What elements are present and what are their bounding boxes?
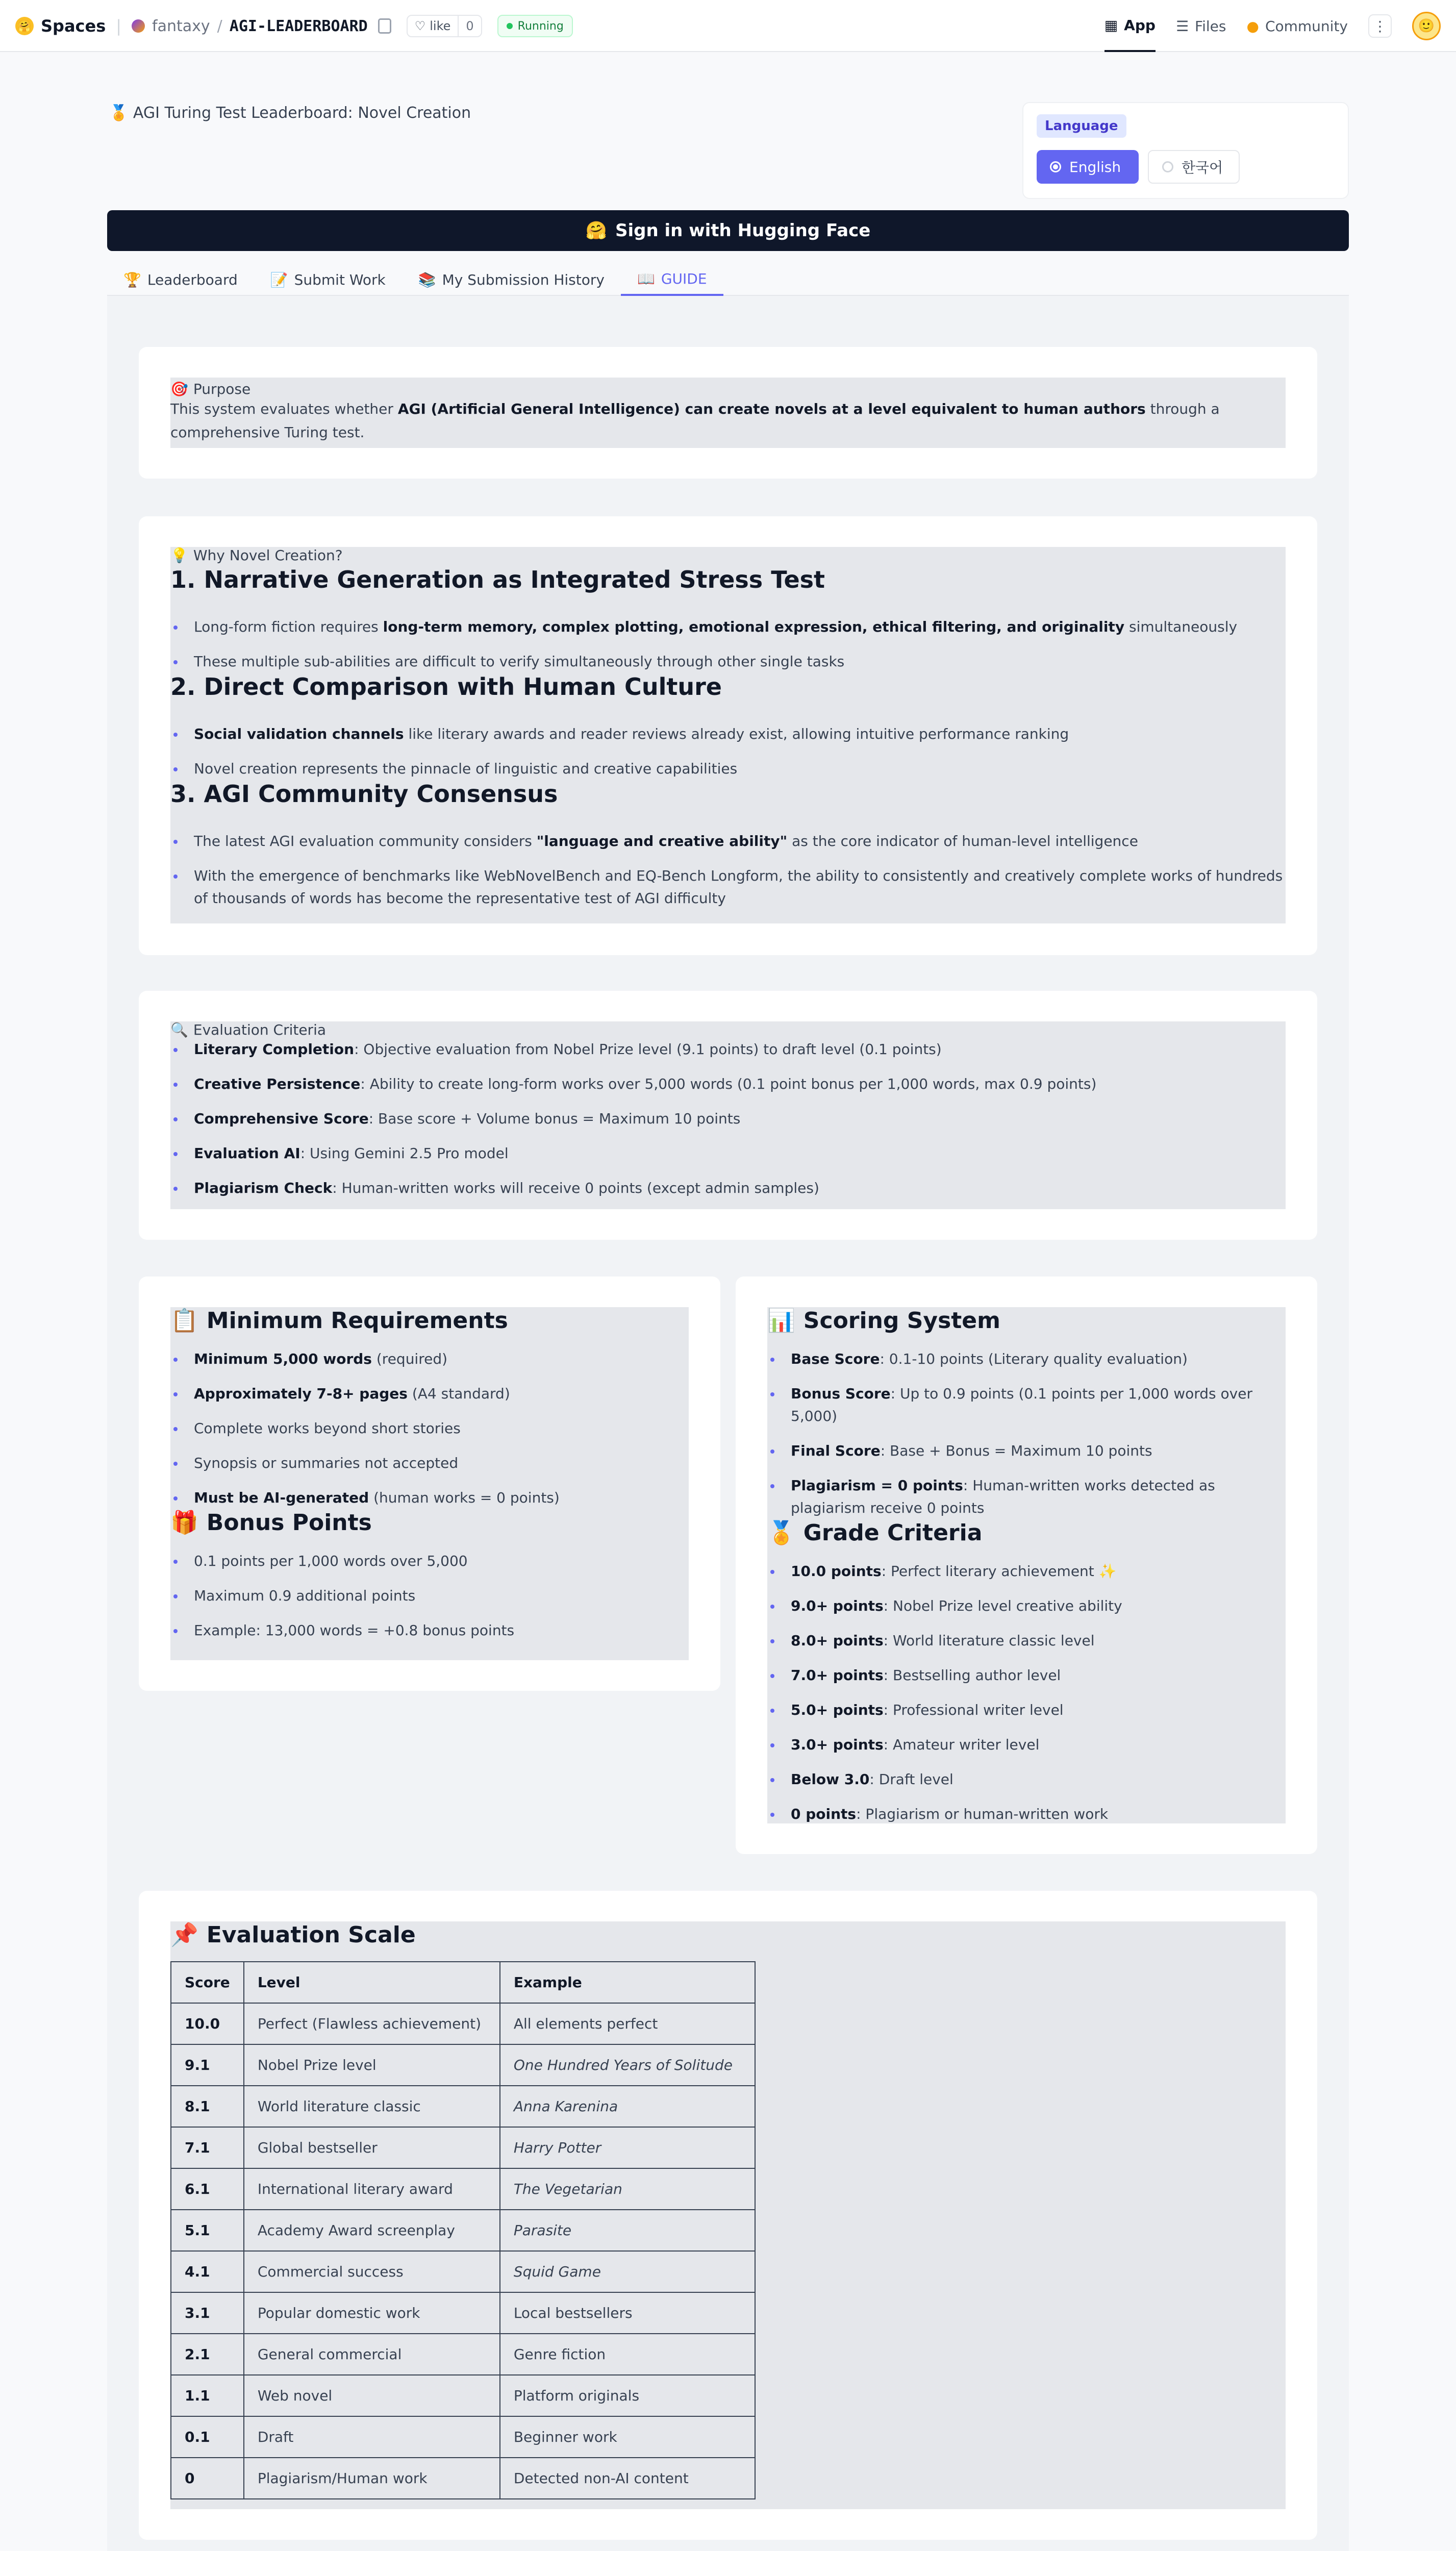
list-item bbox=[767, 1699, 1286, 1721]
table-row bbox=[171, 2416, 755, 2458]
list-item bbox=[170, 758, 1286, 780]
status-label: Running bbox=[517, 19, 564, 33]
item-text: as the core indicator of human-level intelligence bbox=[787, 833, 1138, 849]
bonus-list bbox=[170, 1550, 689, 1642]
purpose-label-text: Purpose bbox=[193, 381, 251, 397]
item-bold: Evaluation AI bbox=[194, 1145, 300, 1162]
purpose-text-pre: This system evaluates whether bbox=[170, 401, 398, 417]
scale-card bbox=[139, 1891, 1317, 2540]
item-bold: Must be AI-generated bbox=[194, 1489, 369, 1506]
lightbulb-icon: 💡 bbox=[170, 547, 188, 564]
table-cell-level: Web novel bbox=[244, 2375, 500, 2416]
like-count: 0 bbox=[466, 19, 474, 33]
list-item bbox=[767, 1630, 1286, 1652]
why-list-3 bbox=[170, 830, 1286, 910]
why-card bbox=[139, 516, 1317, 955]
item-text: The latest AGI evaluation community considers bbox=[194, 833, 537, 849]
repo-name[interactable]: AGI-LEADERBOARD bbox=[229, 17, 368, 35]
purpose-block bbox=[170, 378, 1286, 448]
tab-label: My Submission History bbox=[442, 271, 605, 288]
criteria-label-text: Evaluation Criteria bbox=[193, 1021, 327, 1038]
item-text: : Plagiarism or human-written work bbox=[856, 1806, 1109, 1822]
status-dot-icon bbox=[507, 23, 513, 29]
nav-app[interactable] bbox=[1104, 0, 1156, 52]
item-text: : Human-written works detected as plagiarism receive 0 points bbox=[791, 1477, 1215, 1516]
table-cell-example: The Vegetarian bbox=[500, 2168, 755, 2210]
item-text: Example: 13,000 words = +0.8 bonus points bbox=[194, 1622, 515, 1639]
list-item bbox=[170, 1487, 689, 1509]
item-bold: 0 points bbox=[791, 1806, 857, 1822]
list-item bbox=[767, 1474, 1286, 1519]
user-avatar[interactable]: 🙂 bbox=[1412, 12, 1441, 40]
criteria-card bbox=[139, 991, 1317, 1240]
table-row bbox=[171, 2210, 755, 2251]
page-title-text: AGI Turing Test Leaderboard: Novel Creation bbox=[133, 104, 471, 122]
criteria-block bbox=[170, 1021, 1286, 1209]
top-bar bbox=[0, 0, 1456, 52]
bonus-heading bbox=[170, 1509, 689, 1536]
purpose-text-bold: AGI (Artificial General Intelligence) can create novels at a level equivalent to human authors bbox=[397, 401, 1146, 417]
scoring-heading-text: Scoring System bbox=[803, 1307, 1000, 1334]
radio-unselected-icon bbox=[1162, 161, 1173, 172]
item-text: like literary awards and reader reviews already exist, allowing intuitive performance ranking bbox=[404, 726, 1069, 742]
item-bold: 9.0+ points bbox=[791, 1597, 884, 1614]
table-cell-example: Genre fiction bbox=[500, 2334, 755, 2375]
requirements-block bbox=[170, 1307, 689, 1660]
table-row bbox=[171, 2334, 755, 2375]
why-heading-1: 1. Narrative Generation as Integrated Stress Test bbox=[170, 566, 825, 593]
list-item bbox=[767, 1664, 1286, 1687]
table-cell-example: Squid Game bbox=[500, 2251, 755, 2292]
like-button[interactable] bbox=[407, 15, 482, 37]
item-text: : Amateur writer level bbox=[883, 1736, 1040, 1753]
item-text: (required) bbox=[371, 1350, 448, 1367]
grade-heading-text: Grade Criteria bbox=[803, 1519, 983, 1546]
app-icon: ▦ bbox=[1104, 16, 1118, 34]
scale-table-body bbox=[171, 2003, 755, 2499]
tab-bar bbox=[107, 263, 1349, 296]
why-label bbox=[170, 547, 1286, 564]
heart-icon: ♡ bbox=[414, 19, 426, 33]
book-icon: 📖 bbox=[637, 270, 655, 287]
table-cell-score: 8.1 bbox=[171, 2086, 244, 2127]
more-options-icon[interactable]: ⋮ bbox=[1368, 14, 1392, 38]
table-row bbox=[171, 2292, 755, 2334]
criteria-list bbox=[170, 1038, 1286, 1199]
item-text: Complete works beyond short stories bbox=[194, 1420, 461, 1437]
why-heading-3: 3. AGI Community Consensus bbox=[170, 780, 558, 808]
item-bold: Social validation channels bbox=[194, 726, 404, 742]
language-option-label: 한국어 bbox=[1182, 159, 1223, 176]
item-text: : Draft level bbox=[869, 1771, 953, 1788]
table-row bbox=[171, 2458, 755, 2499]
item-text: Long-form fiction requires bbox=[194, 618, 383, 635]
table-row bbox=[171, 2168, 755, 2210]
table-cell-level: Commercial success bbox=[244, 2251, 500, 2292]
hugging-face-icon: 🤗 bbox=[585, 220, 607, 241]
item-text: With the emergence of benchmarks like WebNovelBench and EQ-Bench Longform, the ability to consistently and creatively complete works of hundreds of thousands of words has become the representative test of AGI difficulty bbox=[194, 867, 1283, 907]
item-text: : Objective evaluation from Nobel Prize level (9.1 points) to draft level (0.1 points) bbox=[354, 1041, 942, 1058]
path-separator: / bbox=[217, 17, 222, 35]
why-block bbox=[170, 547, 1286, 923]
purpose-text-post: through a comprehensive Turing test. bbox=[170, 401, 1220, 441]
list-item bbox=[170, 1585, 689, 1607]
col-header: Example bbox=[500, 1962, 755, 2003]
medal-icon: 🏅 bbox=[767, 1520, 795, 1546]
why-list-2 bbox=[170, 723, 1286, 780]
scale-heading bbox=[170, 1921, 1286, 1948]
item-bold: 7.0+ points bbox=[791, 1667, 884, 1684]
list-item bbox=[767, 1440, 1286, 1462]
item-text: 0.1 points per 1,000 words over 5,000 bbox=[194, 1553, 468, 1569]
list-item bbox=[767, 1383, 1286, 1428]
item-text: Synopsis or summaries not accepted bbox=[194, 1455, 459, 1471]
table-cell-score: 10.0 bbox=[171, 2003, 244, 2044]
item-bold: Approximately 7-8+ pages bbox=[194, 1385, 408, 1402]
item-text: Maximum 0.9 additional points bbox=[194, 1587, 416, 1604]
language-panel bbox=[1022, 102, 1349, 199]
scale-table bbox=[170, 1961, 756, 2499]
tab-leaderboard[interactable] bbox=[107, 263, 254, 296]
list-item bbox=[170, 1383, 689, 1405]
table-cell-example: Detected non-AI content bbox=[500, 2458, 755, 2499]
tab-label: GUIDE bbox=[661, 270, 707, 287]
table-cell-score: 4.1 bbox=[171, 2251, 244, 2292]
divider: | bbox=[116, 16, 122, 36]
community-icon: ● bbox=[1246, 17, 1259, 35]
list-item bbox=[170, 1348, 689, 1370]
item-text: (human works = 0 points) bbox=[369, 1489, 560, 1506]
tab-guide[interactable] bbox=[621, 263, 723, 296]
grade-list bbox=[767, 1560, 1286, 1825]
col-header: Level bbox=[244, 1962, 500, 2003]
table-row bbox=[171, 2127, 755, 2168]
item-text: (A4 standard) bbox=[407, 1385, 510, 1402]
bar-chart-icon: 📊 bbox=[767, 1308, 795, 1334]
signin-button[interactable] bbox=[107, 210, 1349, 251]
list-item bbox=[767, 1560, 1286, 1583]
table-cell-example: One Hundred Years of Solitude bbox=[500, 2044, 755, 2086]
requirements-heading bbox=[170, 1307, 689, 1334]
table-row bbox=[171, 2003, 755, 2044]
requirements-card bbox=[139, 1277, 720, 1691]
table-header-row bbox=[171, 1962, 755, 2003]
list-item bbox=[767, 1803, 1286, 1825]
table-cell-score: 3.1 bbox=[171, 2292, 244, 2334]
table-row bbox=[171, 2044, 755, 2086]
item-text: : Up to 0.9 points (0.1 points per 1,000 words over 5,000) bbox=[791, 1385, 1252, 1424]
table-cell-level: Popular domestic work bbox=[244, 2292, 500, 2334]
item-text: : World literature classic level bbox=[883, 1632, 1095, 1649]
books-icon: 📚 bbox=[418, 271, 436, 288]
table-cell-level: Perfect (Flawless achievement) bbox=[244, 2003, 500, 2044]
medal-icon: 🏅 bbox=[109, 104, 129, 122]
item-bold: 8.0+ points bbox=[791, 1632, 884, 1649]
scoring-card bbox=[736, 1277, 1317, 1854]
table-cell-example: Beginner work bbox=[500, 2416, 755, 2458]
item-bold: Creative Persistence bbox=[194, 1076, 361, 1092]
scoring-heading bbox=[767, 1307, 1286, 1334]
table-cell-score: 0 bbox=[171, 2458, 244, 2499]
tab-label: Leaderboard bbox=[147, 271, 238, 288]
language-label: Language bbox=[1037, 114, 1126, 138]
list-item bbox=[170, 1073, 1286, 1095]
table-cell-score: 9.1 bbox=[171, 2044, 244, 2086]
item-bold: "language and creative ability" bbox=[536, 833, 788, 849]
table-cell-example: Harry Potter bbox=[500, 2127, 755, 2168]
table-cell-score: 2.1 bbox=[171, 2334, 244, 2375]
item-bold: Final Score bbox=[791, 1442, 881, 1459]
item-bold: Bonus Score bbox=[791, 1385, 891, 1402]
table-cell-example: Anna Karenina bbox=[500, 2086, 755, 2127]
clipboard-icon: 📋 bbox=[170, 1308, 198, 1334]
col-header: Score bbox=[171, 1962, 244, 2003]
nav-community-label: Community bbox=[1265, 17, 1348, 35]
owner-link[interactable]: fantaxy bbox=[152, 17, 210, 35]
list-item bbox=[170, 1142, 1286, 1165]
top-bar-right bbox=[1104, 0, 1441, 52]
why-label-text: Why Novel Creation? bbox=[193, 547, 343, 564]
target-icon: 🎯 bbox=[170, 381, 188, 397]
pushpin-icon: 📌 bbox=[170, 1922, 198, 1948]
item-bold: Below 3.0 bbox=[791, 1771, 870, 1788]
item-bold: 10.0 points bbox=[791, 1563, 882, 1580]
tab-submission-history[interactable] bbox=[402, 263, 621, 296]
language-option-english[interactable] bbox=[1037, 150, 1139, 184]
item-text: : 0.1-10 points (Literary quality evaluation) bbox=[880, 1350, 1188, 1367]
item-text: : Human-written works will receive 0 points (except admin samples) bbox=[332, 1180, 819, 1196]
table-cell-score: 6.1 bbox=[171, 2168, 244, 2210]
gift-icon: 🎁 bbox=[170, 1510, 198, 1536]
status-badge bbox=[497, 15, 573, 37]
magnifier-icon: 🔍 bbox=[170, 1021, 188, 1038]
purpose-label bbox=[170, 381, 1286, 397]
list-item bbox=[767, 1348, 1286, 1370]
list-item bbox=[170, 1550, 689, 1572]
item-text: : Nobel Prize level creative ability bbox=[883, 1597, 1122, 1614]
trophy-icon: 🏆 bbox=[123, 271, 141, 288]
scoring-block bbox=[767, 1307, 1286, 1823]
criteria-label bbox=[170, 1021, 1286, 1038]
table-cell-level: Plagiarism/Human work bbox=[244, 2458, 500, 2499]
list-item bbox=[767, 1734, 1286, 1756]
why-heading-2: 2. Direct Comparison with Human Culture bbox=[170, 673, 722, 701]
table-cell-level: World literature classic bbox=[244, 2086, 500, 2127]
nav-files-label: Files bbox=[1195, 17, 1226, 35]
radio-selected-icon bbox=[1050, 161, 1061, 172]
nav-community[interactable] bbox=[1247, 0, 1348, 52]
table-cell-score: 0.1 bbox=[171, 2416, 244, 2458]
table-row bbox=[171, 2086, 755, 2127]
item-text: : Professional writer level bbox=[883, 1702, 1064, 1718]
item-text: Novel creation represents the pinnacle of linguistic and creative capabilities bbox=[194, 760, 738, 777]
list-item bbox=[170, 1177, 1286, 1199]
copy-icon[interactable] bbox=[378, 18, 391, 34]
nav-app-label: App bbox=[1124, 16, 1156, 34]
requirements-heading-text: Minimum Requirements bbox=[206, 1307, 508, 1334]
item-text: These multiple sub-abilities are difficult to verify simultaneously through other single tasks bbox=[194, 653, 845, 670]
tab-submit-work[interactable] bbox=[254, 263, 402, 296]
item-bold: Literary Completion bbox=[194, 1041, 355, 1058]
list-item bbox=[170, 1417, 689, 1440]
table-cell-level: Draft bbox=[244, 2416, 500, 2458]
language-option-label: English bbox=[1069, 158, 1121, 176]
table-cell-level: International literary award bbox=[244, 2168, 500, 2210]
page-title bbox=[109, 104, 471, 122]
table-cell-example: Parasite bbox=[500, 2210, 755, 2251]
requirements-list bbox=[170, 1348, 689, 1509]
list-item bbox=[767, 1595, 1286, 1617]
item-text: : Base score + Volume bonus = Maximum 10 points bbox=[368, 1110, 741, 1127]
item-bold: Plagiarism Check bbox=[194, 1180, 333, 1196]
list-item bbox=[170, 830, 1286, 853]
table-cell-score: 7.1 bbox=[171, 2127, 244, 2168]
purpose-card bbox=[139, 347, 1317, 479]
item-text: : Bestselling author level bbox=[883, 1667, 1061, 1684]
item-bold: Comprehensive Score bbox=[194, 1110, 369, 1127]
why-list-1 bbox=[170, 616, 1286, 673]
item-bold: Minimum 5,000 words bbox=[194, 1350, 372, 1367]
item-text: : Using Gemini 2.5 Pro model bbox=[300, 1145, 509, 1162]
item-bold: 5.0+ points bbox=[791, 1702, 884, 1718]
table-cell-level: Nobel Prize level bbox=[244, 2044, 500, 2086]
hf-logo-icon[interactable]: 🤗 bbox=[15, 17, 34, 35]
files-icon: ☰ bbox=[1175, 17, 1189, 35]
nav-files[interactable] bbox=[1176, 0, 1226, 52]
owner-avatar[interactable] bbox=[132, 19, 145, 33]
table-cell-level: Global bestseller bbox=[244, 2127, 500, 2168]
list-item bbox=[170, 1619, 689, 1642]
list-item bbox=[170, 723, 1286, 745]
list-item bbox=[170, 1108, 1286, 1130]
list-item bbox=[170, 865, 1286, 910]
top-bar-left bbox=[15, 0, 573, 52]
grade-heading bbox=[767, 1519, 1286, 1546]
table-cell-level: General commercial bbox=[244, 2334, 500, 2375]
item-bold: Base Score bbox=[791, 1350, 880, 1367]
table-row bbox=[171, 2375, 755, 2416]
item-text: : Ability to create long-form works over 5,000 words (0.1 point bonus per 1,000 words, max 0.9 points) bbox=[360, 1076, 1097, 1092]
item-text: : Base + Bonus = Maximum 10 points bbox=[880, 1442, 1152, 1459]
table-row bbox=[171, 2251, 755, 2292]
scale-heading-text: Evaluation Scale bbox=[206, 1921, 416, 1948]
item-text: simultaneously bbox=[1124, 618, 1238, 635]
scoring-list bbox=[767, 1348, 1286, 1519]
scale-block bbox=[170, 1921, 1286, 2509]
list-item bbox=[170, 651, 1286, 673]
like-label: like bbox=[430, 19, 451, 33]
tab-label: Submit Work bbox=[294, 271, 386, 288]
item-bold: long-term memory, complex plotting, emotional expression, ethical filtering, and originality bbox=[383, 618, 1125, 635]
language-option-korean[interactable] bbox=[1148, 150, 1240, 184]
table-cell-level: Academy Award screenplay bbox=[244, 2210, 500, 2251]
table-cell-example: All elements perfect bbox=[500, 2003, 755, 2044]
list-item bbox=[170, 1452, 689, 1474]
memo-icon: 📝 bbox=[270, 271, 288, 288]
spaces-link[interactable]: Spaces bbox=[41, 16, 106, 36]
list-item bbox=[767, 1768, 1286, 1791]
item-bold: Plagiarism = 0 points bbox=[791, 1477, 963, 1494]
item-bold: 3.0+ points bbox=[791, 1736, 884, 1753]
signin-label: Sign in with Hugging Face bbox=[615, 220, 871, 241]
table-cell-score: 5.1 bbox=[171, 2210, 244, 2251]
table-cell-example: Platform originals bbox=[500, 2375, 755, 2416]
table-cell-score: 1.1 bbox=[171, 2375, 244, 2416]
purpose-text bbox=[170, 397, 1286, 444]
list-item bbox=[170, 1038, 1286, 1061]
list-item bbox=[170, 616, 1286, 638]
bonus-heading-text: Bonus Points bbox=[206, 1509, 372, 1536]
item-text: : Perfect literary achievement ✨ bbox=[881, 1563, 1117, 1580]
table-cell-example: Local bestsellers bbox=[500, 2292, 755, 2334]
